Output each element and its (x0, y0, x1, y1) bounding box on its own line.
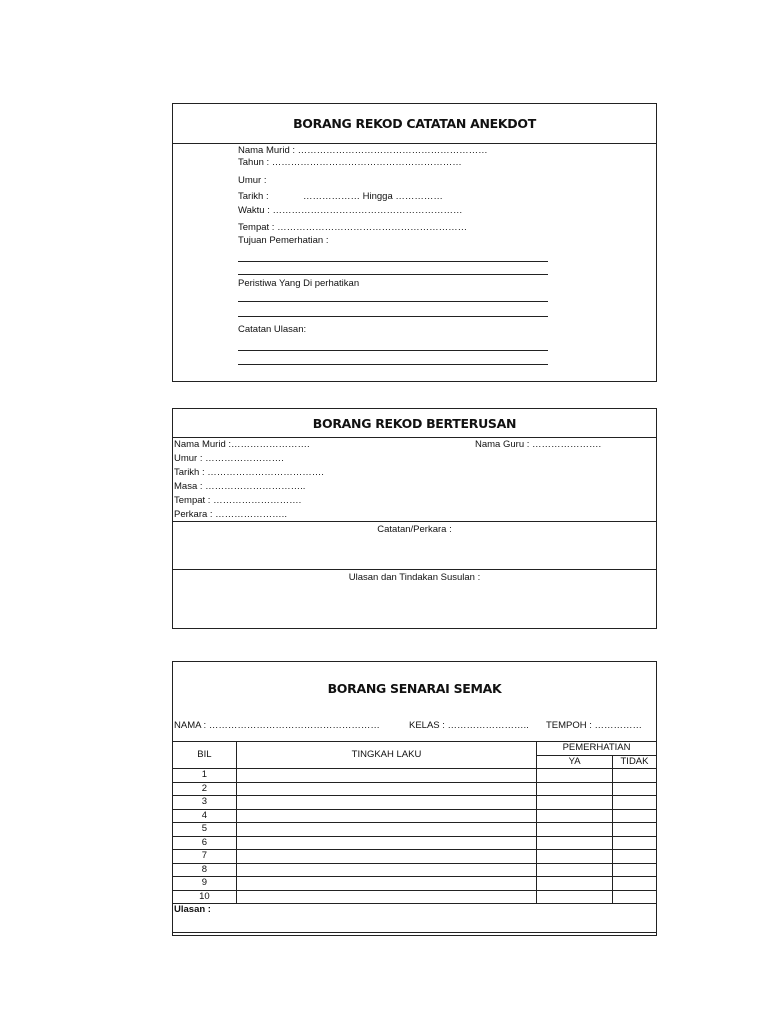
form2-umur-field[interactable]: Umur : ……………………. (174, 453, 284, 464)
tingkah-laku-cell[interactable] (236, 863, 536, 877)
tingkah-laku-cell[interactable] (236, 836, 536, 850)
table-row (173, 782, 657, 796)
row-number: 6 (173, 836, 237, 850)
row-number: 10 (173, 890, 237, 904)
form2-catatan-section[interactable] (173, 521, 656, 569)
ya-cell[interactable] (537, 863, 613, 877)
tingkah-laku-cell[interactable] (236, 796, 536, 810)
form1-nama-field[interactable]: Nama Murid : …………………………………………………… (238, 145, 488, 156)
tingkah-laku-cell[interactable] (236, 782, 536, 796)
ya-cell[interactable] (537, 796, 613, 810)
row-number: 4 (173, 809, 237, 823)
row-number: 8 (173, 863, 237, 877)
form3-tempoh-field[interactable]: TEMPOH : …………… (546, 720, 643, 731)
ya-cell[interactable] (537, 850, 613, 864)
form1-tujuan-line-1[interactable] (238, 261, 548, 262)
form1-tarikh-field[interactable]: ……………… Hingga …………… (303, 191, 443, 202)
form2-ulasan-label: Ulasan dan Tindakan Susulan : (348, 572, 481, 583)
form1-peristiwa-line-1[interactable] (238, 301, 548, 302)
ya-cell[interactable] (537, 782, 613, 796)
table-row (173, 850, 657, 864)
ya-cell[interactable] (537, 890, 613, 904)
form1-peristiwa-label: Peristiwa Yang Di perhatikan (238, 278, 360, 289)
form1-tujuan-label: Tujuan Pemerhatian : (238, 235, 329, 246)
tidak-cell[interactable] (613, 890, 657, 904)
form-anecdotal-record (172, 103, 657, 382)
tidak-cell[interactable] (613, 877, 657, 891)
form1-catatan-line-1[interactable] (238, 350, 548, 351)
tingkah-laku-cell[interactable] (236, 809, 536, 823)
ya-cell[interactable] (537, 809, 613, 823)
row-number: 9 (173, 877, 237, 891)
row-number: 3 (173, 796, 237, 810)
form2-ulasan-section[interactable] (173, 569, 656, 629)
tingkah-laku-cell[interactable] (236, 877, 536, 891)
tidak-cell[interactable] (613, 836, 657, 850)
checklist-table (172, 741, 657, 933)
tidak-cell[interactable] (613, 796, 657, 810)
tidak-cell[interactable] (613, 863, 657, 877)
form2-nama-murid-field[interactable]: Nama Murid :……………………. (174, 439, 310, 450)
form1-title: BORANG REKOD CATATAN ANEKDOT (293, 116, 536, 131)
col-pemerhatian-header: PEMERHATIAN (537, 742, 657, 756)
col-tidak-header: TIDAK (613, 755, 657, 769)
form3-kelas-field[interactable]: KELAS : …………………….. (409, 720, 529, 731)
form1-tarikh-label: Tarikh : (238, 191, 269, 202)
tidak-cell[interactable] (613, 769, 657, 783)
form2-nama-guru-field[interactable]: Nama Guru : …………………. (475, 439, 602, 450)
form-checklist (172, 661, 657, 936)
form1-waktu-field[interactable]: Waktu : …………………………………………………… (238, 205, 463, 216)
ya-cell[interactable] (537, 836, 613, 850)
table-row (173, 890, 657, 904)
form1-tempat-field[interactable]: Tempat : …………………………………………………… (238, 222, 468, 233)
tingkah-laku-cell[interactable] (236, 823, 536, 837)
tingkah-laku-cell[interactable] (236, 850, 536, 864)
form2-tempat-field[interactable]: Tempat : ………………………. (174, 495, 302, 506)
table-row (173, 836, 657, 850)
tidak-cell[interactable] (613, 823, 657, 837)
col-ya-header: YA (537, 755, 613, 769)
row-number: 7 (173, 850, 237, 864)
row-number: 5 (173, 823, 237, 837)
form1-tujuan-line-2[interactable] (238, 274, 548, 275)
form-continuous-record (172, 408, 657, 629)
col-tingkah-laku-header: TINGKAH LAKU (236, 742, 536, 769)
table-row (173, 877, 657, 891)
tingkah-laku-cell[interactable] (236, 769, 536, 783)
table-row (173, 809, 657, 823)
tidak-cell[interactable] (613, 809, 657, 823)
row-number: 2 (173, 782, 237, 796)
table-row (173, 796, 657, 810)
form3-title: BORANG SENARAI SEMAK (327, 680, 502, 696)
table-row (173, 863, 657, 877)
tidak-cell[interactable] (613, 850, 657, 864)
form2-catatan-label: Catatan/Perkara : (377, 524, 452, 535)
form2-perkara-field[interactable]: Perkara : ………………….. (174, 509, 287, 520)
form1-umur-field[interactable]: Umur : (238, 175, 267, 186)
form3-ulasan-label: Ulasan : (174, 904, 211, 915)
form3-nama-field[interactable]: NAMA : ……………………………………………… (174, 720, 380, 731)
form1-tahun-field[interactable]: Tahun : …………………………………………………… (238, 157, 462, 168)
table-row (173, 769, 657, 783)
ya-cell[interactable] (537, 877, 613, 891)
form1-peristiwa-line-2[interactable] (238, 316, 548, 317)
tidak-cell[interactable] (613, 782, 657, 796)
ya-cell[interactable] (537, 823, 613, 837)
form2-title: BORANG REKOD BERTERUSAN (312, 415, 517, 431)
tingkah-laku-cell[interactable] (236, 890, 536, 904)
form3-ulasan-cell[interactable] (173, 904, 657, 933)
form1-catatan-line-2[interactable] (238, 364, 548, 365)
ya-cell[interactable] (537, 769, 613, 783)
row-number: 1 (173, 769, 237, 783)
form2-tarikh-field[interactable]: Tarikh : ………………………………. (174, 467, 324, 478)
form2-masa-field[interactable]: Masa : ………………………….. (174, 481, 306, 492)
form1-catatan-label: Catatan Ulasan: (238, 324, 307, 335)
col-bil-header: BIL (173, 742, 237, 769)
table-row (173, 823, 657, 837)
